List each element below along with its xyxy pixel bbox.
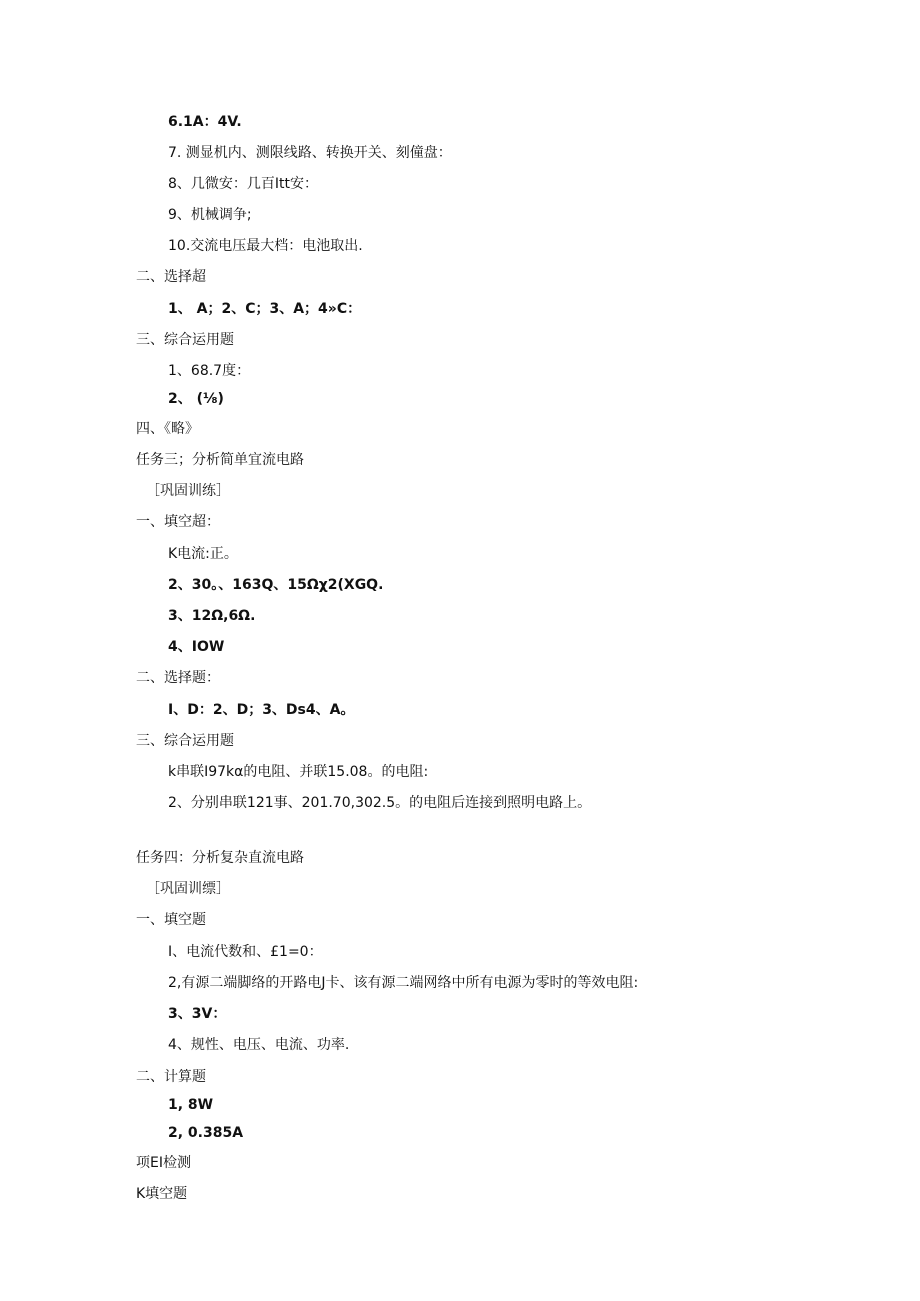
section-heading-fill-2: 一、填空题 (136, 912, 206, 928)
project-check-heading: 项EI检测 (136, 1155, 191, 1171)
section-heading-choice: 二、选择超 (136, 269, 206, 285)
task-3-title: 任务三；分析简单宜流电路 (136, 452, 304, 468)
section-heading-choice-2: 二、选择题： (136, 670, 220, 686)
fill-answer-3b: 3、3V： (168, 1006, 227, 1022)
section-heading-comprehensive-2: 三、综合运用题 (136, 733, 234, 749)
section-heading-fill: 一、填空超： (136, 514, 220, 530)
fill-answer-2: 2、30。、163Q、15Ωχ2(XGQ. (168, 577, 384, 593)
fill-answer-3: 3、12Ω,6Ω. (168, 608, 256, 624)
choice-answers: 1、 A；2、C；3、A；4»C： (168, 301, 362, 317)
task-4-title: 任务四：分析复杂直流电路 (136, 850, 304, 866)
answer-6: 6.1A：4V. (168, 114, 242, 130)
choice-answers-2: I、D：2、D；3、Ds4、A。 (168, 702, 355, 718)
answer-10: 10.交流电压最大档：电池取出. (168, 238, 363, 254)
fill-answer-1: K电流:正。 (168, 546, 238, 562)
comprehensive-answer-2b: 2、分别串联121事、201.70,302.5。的电阻后连接到照明电路上。 (168, 795, 592, 811)
calc-answer-1: 1, 8W (168, 1097, 214, 1113)
consolidation-heading: ［巩固训练］ (146, 483, 230, 499)
consolidation-heading-2: ［巩固训缥］ (146, 881, 230, 897)
answer-7: 7. 测显机内、测限线路、转换开关、刻僮盘： (168, 145, 452, 161)
calc-answer-2: 2, 0.385A (168, 1125, 244, 1141)
fill-answer-2b: 2,有源二端脚络的开路电J卡、该有源二端网络中所有电源为零时的等效电阻: (168, 975, 639, 991)
section-heading-comprehensive: 三、综合运用题 (136, 332, 234, 348)
comprehensive-answer-1: 1、68.7度： (168, 363, 251, 379)
section-heading-4: 四、《略》 (136, 421, 199, 437)
answer-8: 8、几微安：几百Itt安： (168, 176, 319, 192)
fill-answer-4: 4、IOW (168, 639, 225, 655)
section-heading-calc: 二、计算题 (136, 1069, 206, 1085)
comprehensive-answer-1b: k串联I97kα的电阻、并联15.08。的电阻: (168, 764, 429, 780)
answer-9: 9、机械调争; (168, 207, 252, 223)
fill-heading-final: K填空题 (136, 1186, 188, 1202)
fill-answer-1b: I、电流代数和、£1=0： (168, 944, 323, 960)
comprehensive-answer-2: 2、 (⅛) (168, 391, 224, 407)
fill-answer-4b: 4、规性、电压、电流、功率. (168, 1037, 350, 1053)
